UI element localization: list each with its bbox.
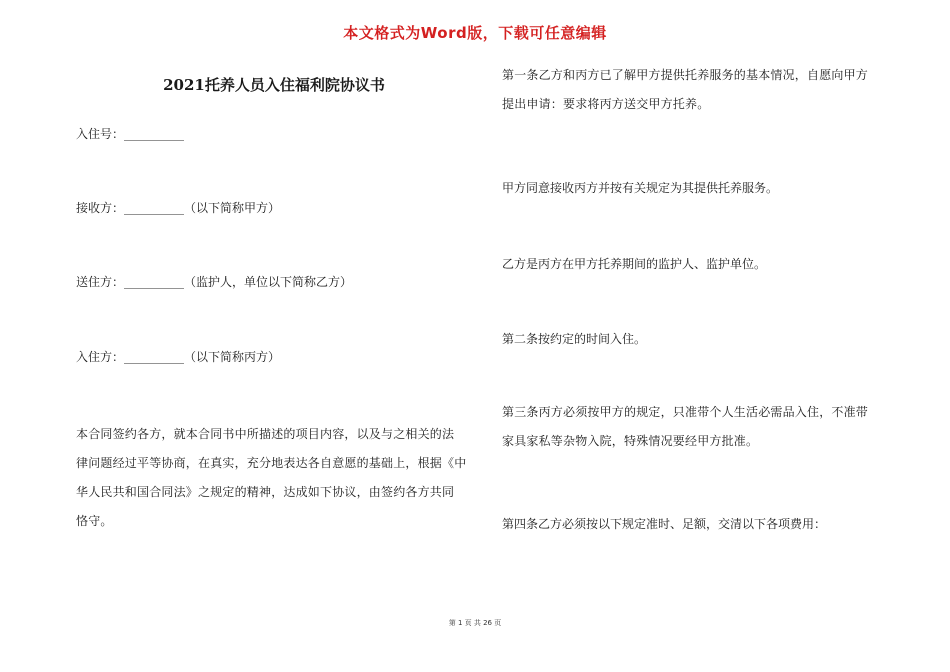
document-title: 2021托养人员入住福利院协议书	[163, 76, 385, 94]
preamble-line: 律问题经过平等协商，在真实，充分地表达各自意愿的基础上，根据《中	[76, 456, 467, 470]
admission-number-field: 入住号：__________	[76, 127, 185, 141]
clause-3	[502, 398, 892, 456]
preamble-line: 本合同签约各方，就本合同书中所描述的项目内容，以及与之相关的法	[76, 427, 455, 441]
clause-line: 家具家私等杂物入院，特殊情况要经甲方批准。	[502, 434, 759, 448]
clause-4: 第四条乙方必须按以下规定准时、足额，交清以下各项费用：	[502, 517, 827, 531]
clause-line: 第三条丙方必须按甲方的规定，只准带个人生活必需品入住，不准带	[502, 405, 869, 419]
clause-line: 第一条乙方和丙方已了解甲方提供托养服务的基本情况，自愿向甲方	[502, 68, 869, 82]
resident-field: 入住方：__________（以下简称丙方）	[76, 350, 281, 364]
word-format-banner: 本文格式为Word版，下载可任意编辑	[343, 24, 607, 42]
clause-line: 提出申请：要求将丙方送交甲方托养。	[502, 97, 710, 111]
preamble-paragraph	[76, 420, 472, 536]
page-number: 第 1 页 共 26 页	[448, 619, 502, 627]
clause-2: 第二条按约定的时间入住。	[502, 332, 647, 346]
clause-1-guardian: 乙方是丙方在甲方托养期间的监护人、监护单位。	[502, 257, 767, 271]
preamble-line: 恪守。	[76, 514, 113, 528]
preamble-line: 华人民共和国合同法》之规定的精神，达成如下协议，由签约各方共同	[76, 485, 455, 499]
sender-field: 送住方：__________（监护人，单位以下简称乙方）	[76, 275, 353, 289]
clause-1	[502, 61, 892, 119]
receiver-field: 接收方：__________（以下简称甲方）	[76, 201, 281, 215]
clause-1-acceptance: 甲方同意接收丙方并按有关规定为其提供托养服务。	[502, 181, 779, 195]
